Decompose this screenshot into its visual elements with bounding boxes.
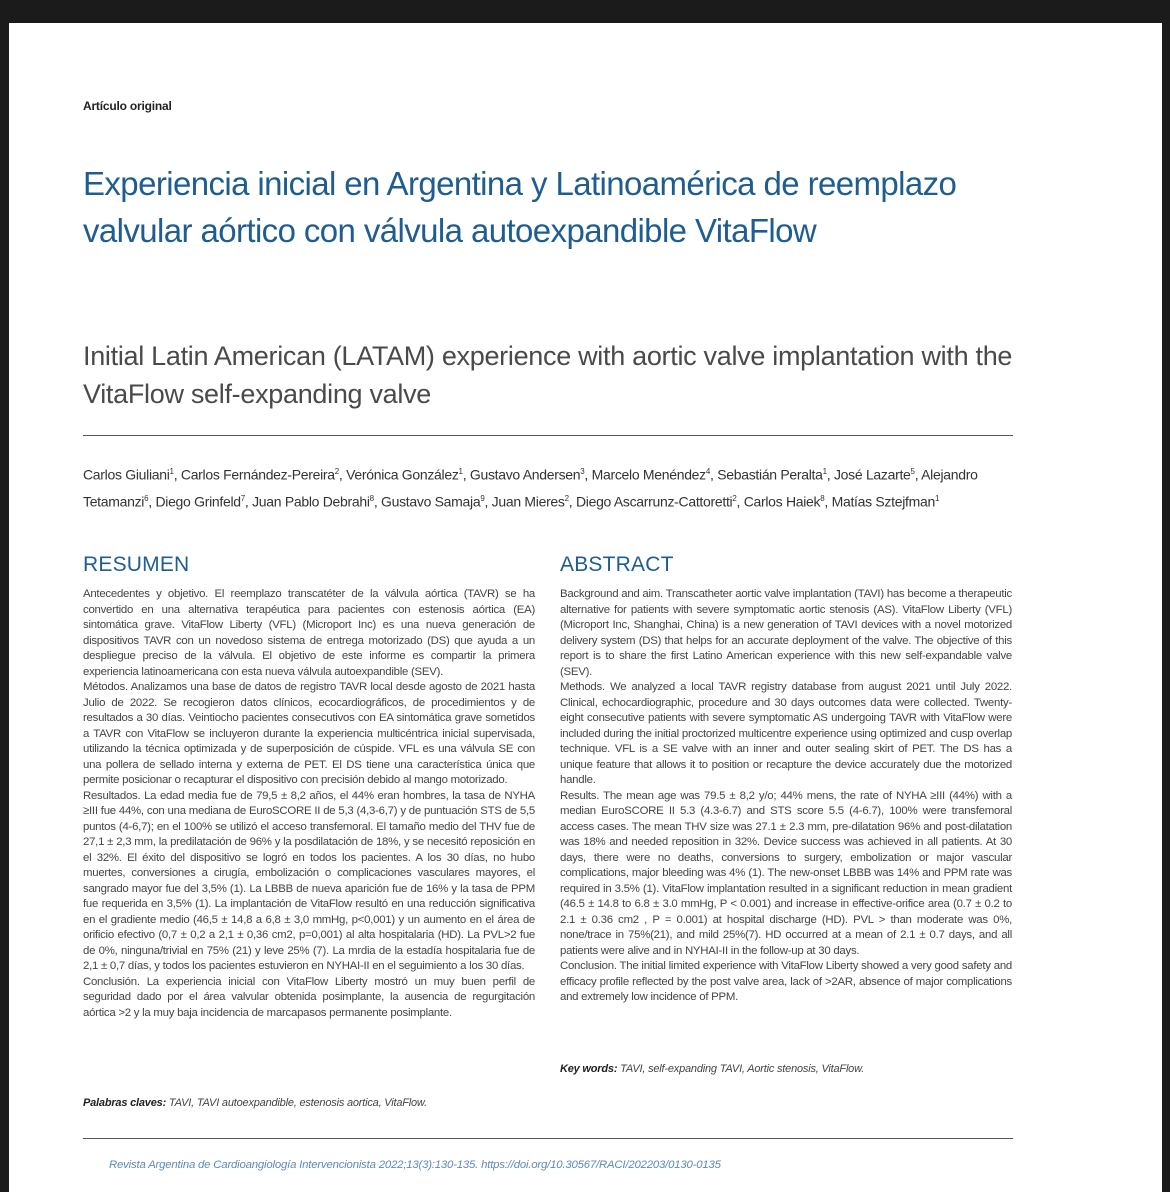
abstract-heading: ABSTRACT — [560, 553, 674, 576]
author-affiliation: 6 — [144, 493, 149, 503]
author-affiliation: 5 — [910, 467, 915, 476]
author-separator: , — [173, 466, 181, 483]
keywords-text: TAVI, TAVI autoexpandible, estenosis aortica, VitaFlow. — [168, 1097, 427, 1109]
author-name: Alejandro Tetamanzi — [83, 466, 978, 510]
resumen-paragraph: Métodos. Analizamos una base de datos de registro TAVR local desde agosto de 2021 hasta Julio de 2022. Se recogieron datos clínicos, ecocardiográficos, de procedimientos y de resultados a 30 días. Veintiocho pacientes consecutivos con EA sintomática grave sometidos a TAVR con VitaFlow se incluyeron durante la experiencia multicéntrica inicial supervisada, utilizando la técnica optimizada y de superposición de cúspide. VFL es una válvula SE con una pollera de sellado interna y externa de PET. El DS tiene una característica única que permite posicionar o recapturar el dispositivo con precisión debido al mango motorizado. — [83, 681, 535, 786]
author-separator: , — [462, 466, 470, 483]
journal-citation: Revista Argentina de Cardioangiología Intervencionista 2022;13(3):130-135. https://doi.org/10.30567/RACI/202203/0130-0135 — [109, 1159, 721, 1171]
author-separator: , — [736, 493, 744, 510]
abstract-paragraph: Results. The mean age was 79.5 ± 8,2 y/o; 44% mens, the rate of NYHA ≥III (44%) with a median EuroSCORE II 5.3 (4.3-6.7) and STS score 5.5 (4-6.7), 100% were transfemoral access cases. The mean THV size was 27.1 ± 2.3 mm, pre-dilatation 96% and post-dilatation was 18% and needed reposition in 32%. Device success was achieved in all patients. At 30 days, there were no deaths, conversions to surgery, embolization or major vascular complications, major bleeding was 4% (1). The new-onset LBBB was 14% and PPM rate was required in 3.5% (1). VitaFlow implantation resulted in a significant reduction in mean gradient (46.5 ± 14.8 to 6.8 ± 3.0 mmHg, P < 0.001) and increase in effective-orifice area (0.7 ± 0.2 to 2.1 ± 0.36 cm2 , P = 0.001) at hospital discharge (HD). PVL > than moderate was 0%, none/trace in 75%(21), and mild 25%(7). HD occurred at a mean of 2.1 ± 0.7 days, and all patients were alive and in NYHAI-II in the follow-up at 30 days. — [560, 789, 1012, 957]
author-separator: , — [484, 493, 492, 510]
footer-divider — [83, 1138, 1013, 1139]
author-affiliation: 1 — [458, 467, 463, 476]
author-affiliation: 2 — [732, 493, 737, 503]
title-english: Initial Latin American (LATAM) experience with aortic valve implantation with the VitaFlow self-expanding valve — [83, 341, 1013, 409]
author-separator: , — [584, 466, 592, 483]
author-separator: , — [568, 493, 576, 510]
article-type-label: Artículo original — [83, 99, 172, 113]
author-name: Carlos Fernández-Pereira — [180, 466, 335, 483]
abstract-paragraph: Methods. We analyzed a local TAVR registry database from august 2021 until July 2022. Clinical, echocardiographic, procedure and 30 days outcomes data were collected. Twenty-eight consecutive patients with severe symptomatic AS undergoing TAVR with VitaFlow were included during the initial proctorized multicentre experience using optimized and cusp overlap technique. VFL is a SE valve with an inner and outer sealing skirt of PET. The DS has a unique feature that allows it to position or recapture the device accurately due the motorized handle. — [560, 681, 1012, 786]
keywords-spanish — [83, 1097, 427, 1109]
keywords-english — [560, 1063, 864, 1075]
author-separator: , — [710, 466, 718, 483]
resumen-heading: RESUMEN — [83, 553, 190, 576]
author-name: Sebastián Peralta — [717, 466, 823, 483]
author-affiliation: 2 — [564, 493, 569, 503]
author-name: Diego Ascarrunz-Cattoretti — [575, 493, 733, 510]
keywords-text: TAVI, self-expanding TAVI, Aortic stenosis, VitaFlow. — [620, 1063, 865, 1075]
author-affiliation: 1 — [934, 493, 940, 503]
keywords-label: Palabras claves: — [83, 1097, 167, 1109]
author-affiliation: 9 — [480, 493, 485, 503]
author-affiliation: 1 — [822, 467, 827, 476]
author-affiliation: 7 — [240, 493, 245, 503]
author-name: Marcelo Menéndez — [591, 466, 706, 483]
abstract-body — [560, 587, 1012, 1006]
author-name: José Lazarte — [833, 466, 911, 483]
header-divider — [83, 435, 1013, 436]
author-name: Verónica González — [346, 466, 459, 483]
author-name: Gustavo Samaja — [381, 493, 481, 510]
abstract-paragraph: Background and aim. Transcatheter aortic valve implantation (TAVI) has become a therapeutic alternative for patients with severe symptomatic aortic stenosis (AS). VitaFlow Liberty (VFL) (Microport Inc, Shanghai, China) is a new generation of TAVI devices with a novel motorized delivery system (DS) that helps for an accurate deployment of the valve. The objective of this report is to share the first Latino American experience with this new self-expandable valve (SEV). — [560, 588, 1012, 678]
resumen-body — [83, 587, 535, 1021]
author-name: Carlos Haiek — [743, 493, 821, 510]
author-name: Gustavo Andersen — [469, 466, 581, 483]
title-spanish: Experiencia inicial en Argentina y Latinoamérica de reemplazo valvular aórtico con válvula autoexpandible VitaFlow — [83, 165, 957, 249]
author-name: Matías Sztejfman — [831, 493, 935, 510]
resumen-paragraph: Conclusión. La experiencia inicial con VitaFlow Liberty mostró un muy buen perfil de seguridad dado por el área valvular obtenida posimplante, la ausencia de regurgitación aórtica >2 y la muy baja incidencia de marcapasos permanente posimplante. — [83, 975, 535, 1019]
author-separator: , — [244, 493, 253, 510]
keywords-label: Key words: — [560, 1063, 618, 1075]
author-name: Juan Mieres — [491, 493, 565, 510]
author-affiliation: 1 — [169, 467, 174, 476]
author-affiliation: 8 — [820, 493, 825, 503]
author-separator: , — [914, 466, 922, 483]
author-separator: , — [826, 466, 834, 483]
author-separator: , — [824, 493, 832, 510]
author-list — [83, 460, 1013, 513]
abstract-paragraph: Conclusion. The initial limited experience with VitaFlow Liberty showed a very good safety and efficacy profile reflected by the post valve area, lack of >2AR, absence of major complications and extremely low incidence of PPM. — [560, 960, 1012, 1003]
resumen-paragraph: Resultados. La edad media fue de 79,5 ± 8,2 años, el 44% eran hombres, la tasa de NYHA ≥III fue 44%, con una mediana de EuroSCORE II de 5,3 (4,3-6,7) y de puntuación STS de 5,5 puntos (4-6,7); en el 100% se utilizó el acceso transfemoral. El tamaño medio del THV fue de 27,1 ± 2,3 mm, la predilatación de 96% y la posdilatación de 18%, y se necesitó reposición en el 32%. El éxito del dispositivo se logró en todos los pacientes. A los 30 días, no hubo muertes, conversiones a cirugía, embolización o complicaciones vasculares mayores, el sangrado mayor fue del 3,5% (1). La LBBB de nueva aparición fue de 16% y la tasa de PPM fue requerida en 3,5% (1). La implantación de VitaFlow resultó en una reducción significativa en el gradiente medio (46,5 ± 14,8 a 6,8 ± 3,0 mmHg, p<0,001) y un aumento en el área de orificio efectivo (0,7 ± 0,2 a 2,1 ± 0,36 cm2, p=0,001) al alta hospitalaria (HD). La PVL>2 fue de 0%, ninguna/trivial en 75% (21) y leve 25% (7). La mrdia de la estadía hospitalaria fue de 2,1 ± 0,7 días, y todos los pacientes estuvieron en NYHAI-II en el seguimiento a los 30 días. — [83, 789, 535, 972]
author-separator: , — [338, 466, 347, 483]
resumen-paragraph: Antecedentes y objetivo. El reemplazo transcatéter de la válvula aórtica (TAVR) se ha convertido en una alternativa terapéutica para pacientes con estenosis aórtica (EA) sintomática grave. VitaFlow Liberty (VFL) (Microport Inc) es una nueva generación de dispositivos TAVR con un novedoso sistema de entrega motorizado (DS) que ayuda a un despliegue preciso de la válvula. El objetivo de este informe es compartir la primera experiencia latinoamericana con esta nueva válvula autoexpandible (SEV). — [83, 588, 535, 678]
author-separator: , — [373, 493, 382, 510]
author-affiliation: 8 — [369, 493, 374, 503]
paper-page — [9, 23, 1170, 1192]
author-separator: , — [148, 493, 156, 510]
author-affiliation: 4 — [705, 467, 711, 476]
author-name: Juan Pablo Debrahi — [252, 493, 370, 510]
author-name: Carlos Giuliani — [83, 466, 170, 483]
author-affiliation: 3 — [580, 467, 585, 476]
author-affiliation: 2 — [334, 467, 339, 476]
viewer-edge — [1162, 0, 1170, 1192]
author-name: Diego Grinfeld — [155, 493, 241, 510]
